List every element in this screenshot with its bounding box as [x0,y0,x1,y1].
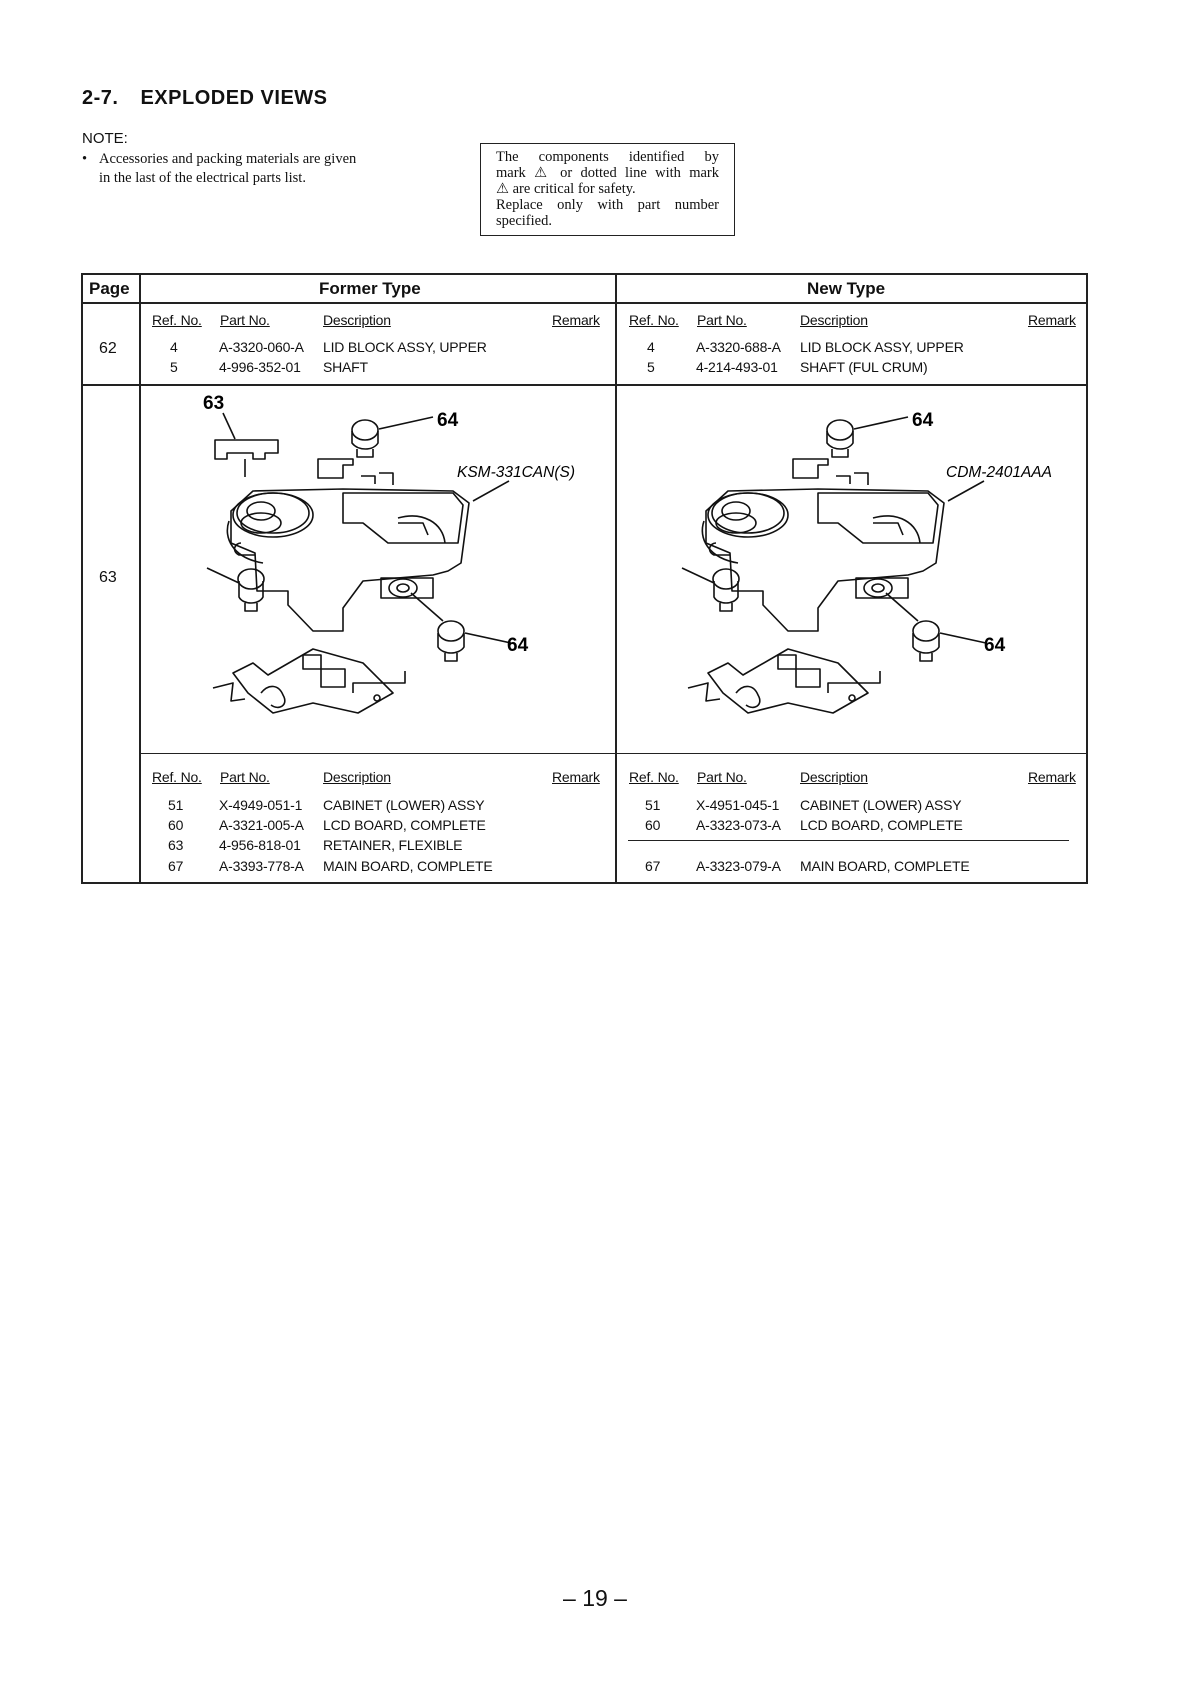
pickup-chassis [231,489,469,631]
model-ksm: KSM-331CAN(S) [457,464,575,481]
section-title [82,87,328,110]
safety-line-4: Replace only with part number [496,197,719,213]
callout-64-bottom: 64 [984,635,1006,656]
note-line-1: Accessories and packing materials are given [99,151,357,167]
part-no: A-3323-079-A [696,858,781,874]
new-exploded-diagram [668,393,1088,748]
description: CABINET (LOWER) ASSY [323,797,485,813]
part-no: X-4951-045-1 [696,797,780,813]
callout-64-top: 64 [437,410,459,431]
subheader-ref: Ref. No. [629,312,679,328]
header-former-type: Former Type [319,279,421,298]
header-new-type: New Type [807,279,886,298]
description: SHAFT (FUL CRUM) [800,359,928,375]
description: CABINET (LOWER) ASSY [800,797,962,813]
model-cdm: CDM-2401AAA [946,464,1052,481]
ref-no: 5 [647,359,655,375]
ref-no: 60 [168,817,184,833]
subheader-part: Part No. [697,312,747,328]
divider-diagram [139,753,1086,754]
ref-no: 51 [645,797,661,813]
part-no: 4-956-818-01 [219,837,301,853]
note-line-2: in the last of the electrical parts list. [99,170,306,186]
description: RETAINER, FLEXIBLE [323,837,463,853]
safety-line-2: mark ⚠ or dotted line with mark [496,165,719,181]
description: LCD BOARD, COMPLETE [323,817,486,833]
description: MAIN BOARD, COMPLETE [800,858,970,874]
divider-header [83,302,1086,304]
subheader-part: Part No. [697,769,747,785]
part-no: 4-214-493-01 [696,359,778,375]
ref-no: 4 [170,339,178,355]
safety-line-1: The components identified by [496,149,719,165]
subheader-remark: Remark [1028,312,1076,328]
subheader-ref: Ref. No. [152,769,202,785]
description: LID BLOCK ASSY, UPPER [323,339,487,355]
subheader-desc: Description [800,312,868,328]
part-no: A-3321-005-A [219,817,304,833]
part-no: X-4949-051-1 [219,797,303,813]
ref-no: 60 [645,817,661,833]
safety-line-5: specified. [496,213,552,229]
header-page: Page [89,279,130,298]
page-62-label: 62 [99,340,117,357]
description: SHAFT [323,359,368,375]
ref-no: 4 [647,339,655,355]
divider-former-new [615,275,617,882]
struck-row-rule [628,840,1069,841]
subheader-remark: Remark [552,769,600,785]
part-no: A-3320-060-A [219,339,304,355]
page-63-label: 63 [99,569,117,586]
part-no: 4-996-352-01 [219,359,301,375]
ref-no: 67 [645,858,661,874]
part-no: A-3393-778-A [219,858,304,874]
subheader-remark: Remark [552,312,600,328]
callout-64-bottom: 64 [507,635,529,656]
subheader-desc: Description [323,312,391,328]
former-exploded-diagram [193,393,613,748]
note-bullet: • [82,151,88,167]
retainer-part [215,440,278,459]
callout-63: 63 [203,393,225,414]
subheader-ref: Ref. No. [152,312,202,328]
callout-64-top: 64 [912,410,934,431]
parts-change-table [81,273,1088,884]
ref-no: 5 [170,359,178,375]
ref-no: 63 [168,837,184,853]
subheader-part: Part No. [220,769,270,785]
ref-no: 67 [168,858,184,874]
note-text [82,150,412,188]
divider-row-62 [83,384,1086,386]
subheader-desc: Description [323,769,391,785]
subheader-ref: Ref. No. [629,769,679,785]
safety-notice-box [480,143,735,236]
description: LID BLOCK ASSY, UPPER [800,339,964,355]
safety-line-3: ⚠ are critical for safety. [496,181,636,197]
subheader-desc: Description [800,769,868,785]
pickup-chassis [706,489,944,631]
ref-no: 51 [168,797,184,813]
note-label: NOTE: [82,130,128,147]
description: LCD BOARD, COMPLETE [800,817,963,833]
section-number: 2-7. [82,87,119,109]
section-heading: EXPLODED VIEWS [140,87,328,109]
page-number: – 19 – [563,1585,627,1611]
divider-page-col [139,275,141,882]
part-no: A-3323-073-A [696,817,781,833]
subheader-part: Part No. [220,312,270,328]
part-no: A-3320-688-A [696,339,781,355]
description: MAIN BOARD, COMPLETE [323,858,493,874]
subheader-remark: Remark [1028,769,1076,785]
